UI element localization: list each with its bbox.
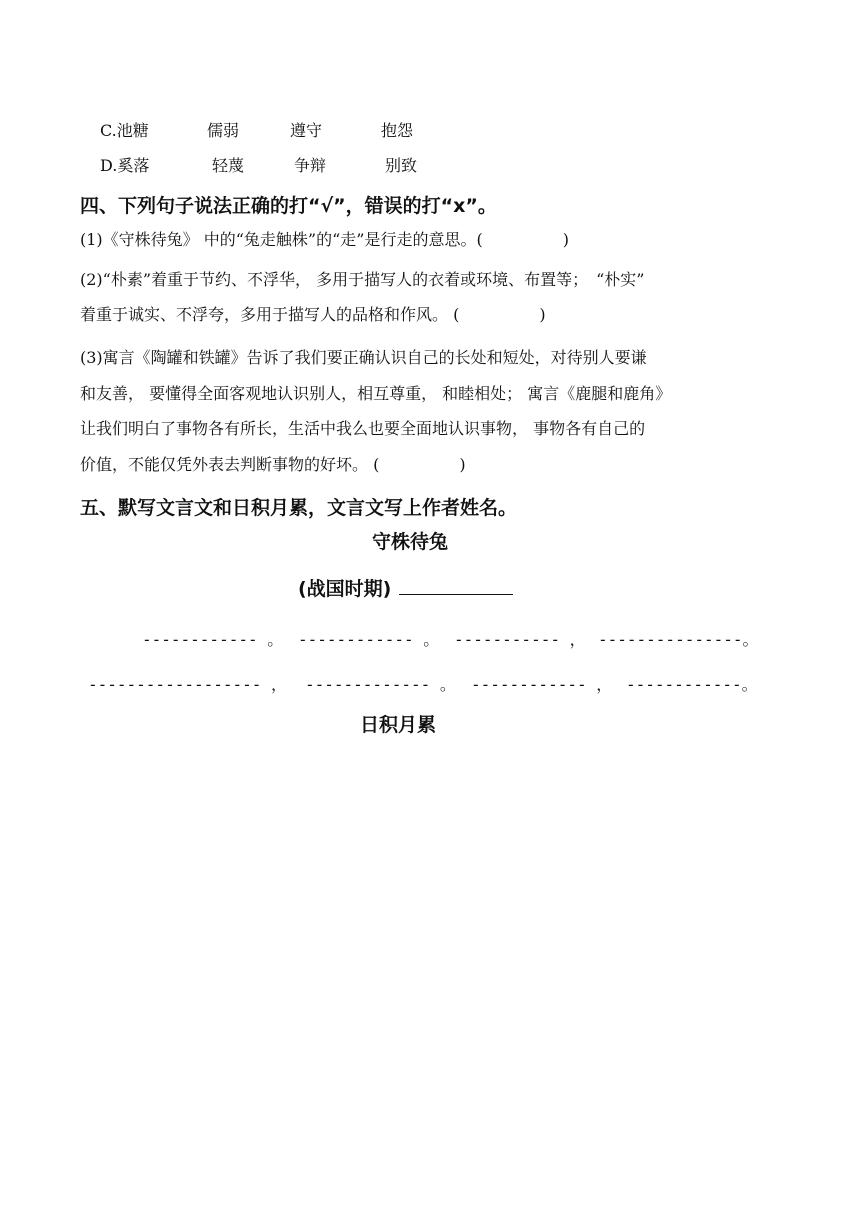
section-5-heading: 五、默写文言文和日积月累，文言文写上作者姓名。 <box>80 497 518 519</box>
option-c-word-4: 抱怨 <box>381 121 414 140</box>
copy-blank-2[interactable]: ------------ 。 <box>298 630 440 649</box>
copy-blank-1[interactable]: ------------ 。 <box>142 630 284 649</box>
question-3-line-3: 让我们明白了事物各有所长，生活中我么也要全面地认识事物， 事物各有自己的 <box>80 419 646 438</box>
author-dynasty: (战国时期) <box>298 578 392 600</box>
option-d-row <box>0 153 860 175</box>
copy-row-1 <box>0 627 860 649</box>
question-3-line-2: 和友善， 要懂得全面客观地认识别人，相互尊重， 和睦相处； 寓言《鹿腿和鹿角》 <box>80 384 672 403</box>
option-d-label: D.奚落 <box>100 156 150 175</box>
question-3-line-4: 价值，不能仅凭外表去判断事物的好坏。 ( ) <box>80 455 466 474</box>
question-1: (1)《守株待兔》 中的“兔走触株”的“走”是行走的意思。( ) <box>80 230 569 249</box>
option-d-word-4: 别致 <box>385 156 418 175</box>
copy-blank-6[interactable]: ------------- 。 <box>305 675 456 694</box>
copy-row-2 <box>0 672 860 694</box>
copy-blank-3[interactable]: ----------- ， <box>454 630 586 649</box>
question-2-line-2: 着重于诚实、不浮夸，多用于描写人的品格和作风。 ( ) <box>80 305 546 324</box>
copy-blank-8[interactable]: ------------。 <box>626 675 758 694</box>
author-name-blank[interactable] <box>399 576 513 595</box>
poem-title: 守株待兔 <box>371 531 448 553</box>
option-c-word-2: 儒弱 <box>207 121 240 140</box>
option-c-word-3: 遵守 <box>290 121 323 140</box>
accumulate-title: 日积月累 <box>359 714 436 736</box>
section-4-heading: 四、下列句子说法正确的打“√”，错误的打“x”。 <box>80 195 497 217</box>
option-c-label: C.池糖 <box>100 121 149 140</box>
copy-blank-5[interactable]: ------------------ ， <box>88 675 288 694</box>
option-d-word-3: 争辩 <box>294 156 327 175</box>
copy-blank-4[interactable]: ---------------。 <box>598 630 759 649</box>
copy-blank-7[interactable]: ------------ ， <box>471 675 613 694</box>
author-line <box>298 574 513 601</box>
question-3-line-1: (3)寓言《陶罐和铁罐》告诉了我们要正确认识自己的长处和短处，对待别人要谦 <box>80 348 647 367</box>
option-d-word-2: 轻蔑 <box>212 156 245 175</box>
option-c-row <box>0 118 860 140</box>
question-2-line-1: (2)“朴素”着重于节约、不浮华， 多用于描写人的衣着或环境、布置等； “朴实” <box>80 270 645 289</box>
